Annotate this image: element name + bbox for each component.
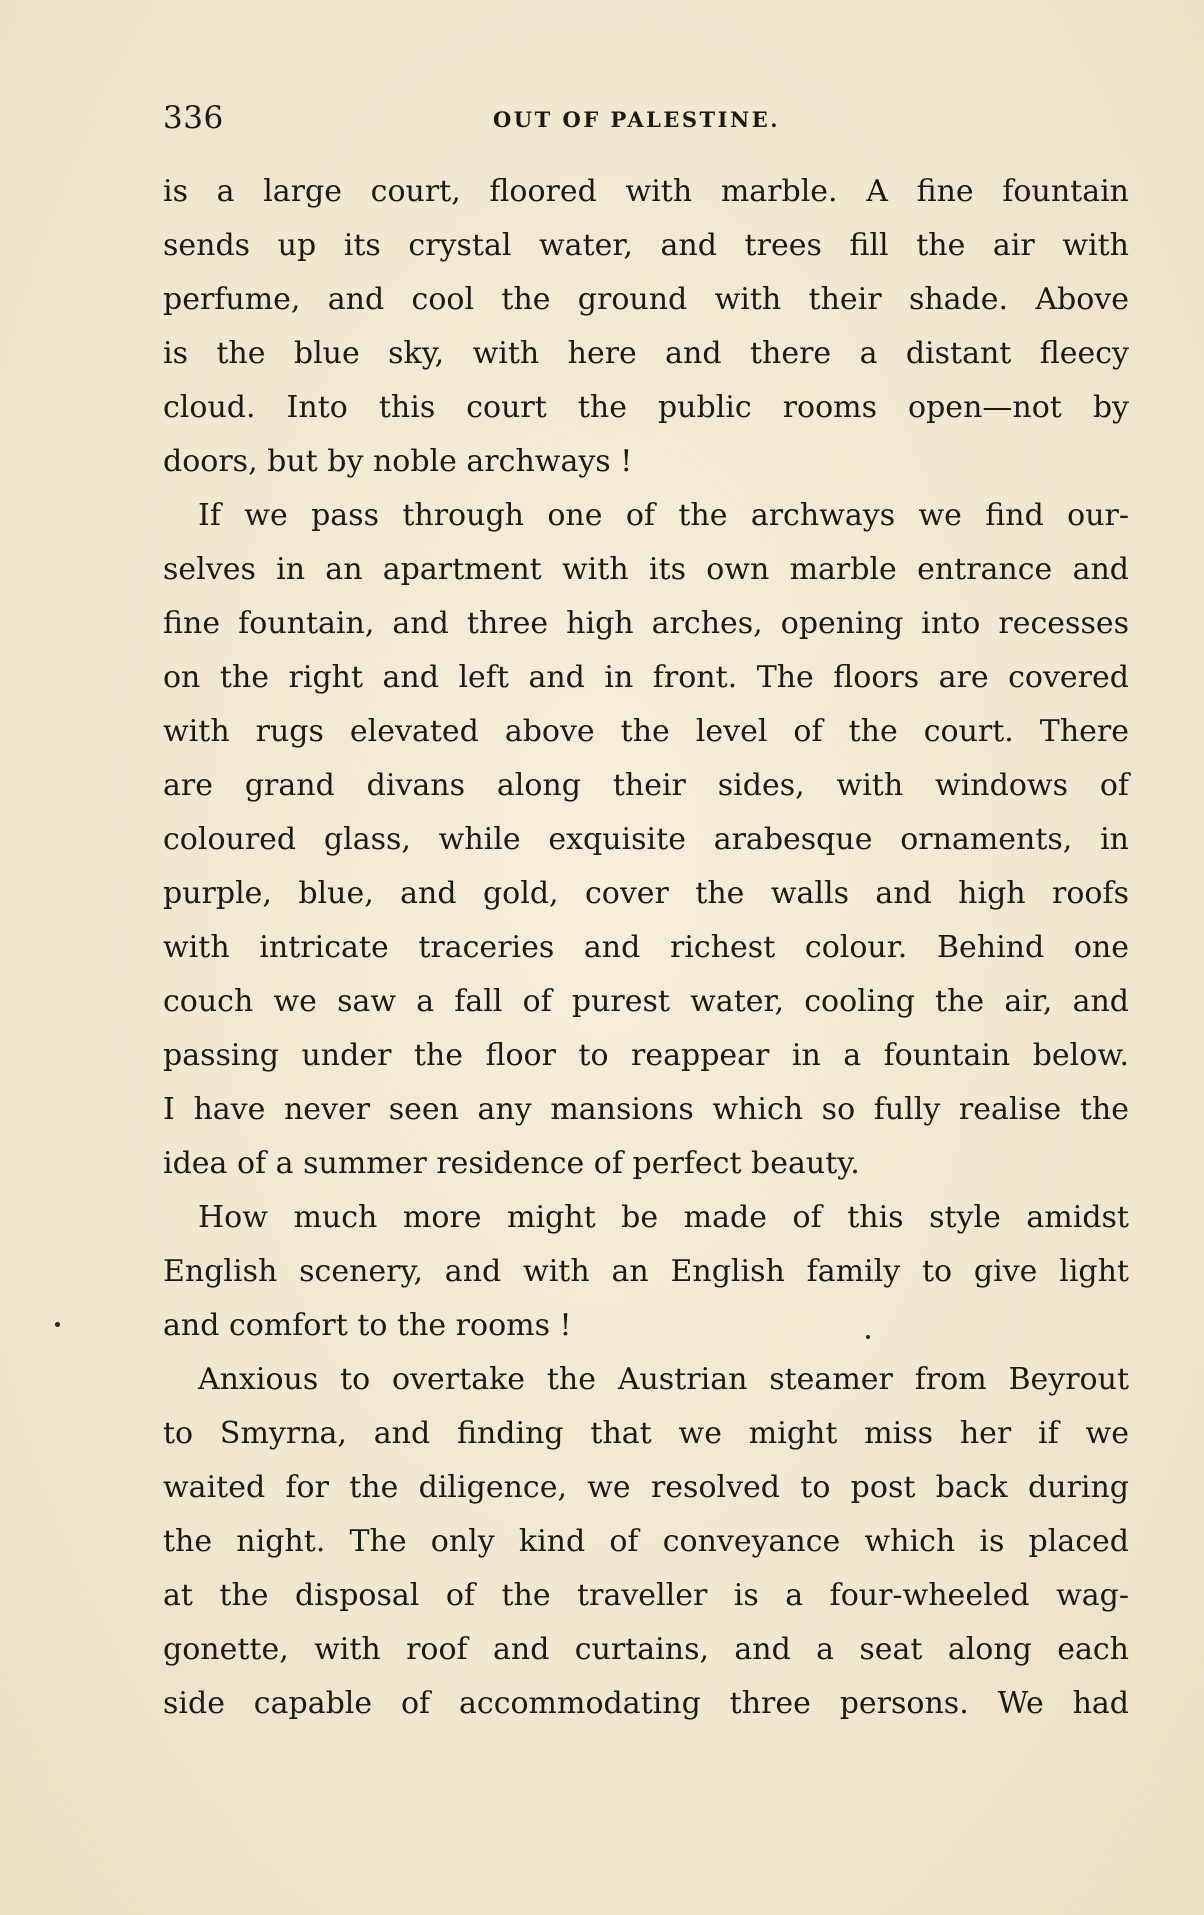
page-header — [163, 96, 1053, 140]
text-line: with intricate traceries and richest colour. Behind one — [163, 930, 1129, 965]
page-number: 336 — [163, 100, 224, 136]
text-line: fine fountain, and three high arches, opening into recesses — [163, 606, 1129, 641]
text-line: to Smyrna, and finding that we might miss her if we — [163, 1416, 1129, 1451]
text-line: English scenery, and with an English family to give light — [163, 1254, 1129, 1289]
text-line: are grand divans along their sides, with windows of — [163, 768, 1129, 803]
text-line: cloud. Into this court the public rooms open—not by — [163, 390, 1129, 425]
running-head: OUT OF PALESTINE. — [493, 107, 781, 132]
text-line: Anxious to overtake the Austrian steamer from Beyrout — [198, 1362, 1129, 1397]
text-line: I have never seen any mansions which so fully realise the — [163, 1092, 1129, 1127]
text-line: with rugs elevated above the level of the court. There — [163, 714, 1129, 749]
text-line: on the right and left and in front. The floors are covered — [163, 660, 1129, 695]
text-line: the night. The only kind of conveyance which is placed — [163, 1524, 1129, 1559]
text-line: sends up its crystal water, and trees fill the air with — [163, 228, 1129, 263]
text-line: at the disposal of the traveller is a four-wheeled wag- — [163, 1578, 1129, 1613]
text-line: purple, blue, and gold, cover the walls and high roofs — [163, 876, 1129, 911]
text-line: is a large court, floored with marble. A fine fountain — [163, 174, 1129, 209]
text-line: If we pass through one of the archways we find our- — [198, 498, 1129, 533]
text-line: idea of a summer residence of perfect beauty. — [163, 1146, 860, 1181]
text-line: gonette, with roof and curtains, and a seat along each — [163, 1632, 1129, 1667]
text-line: couch we saw a fall of purest water, cooling the air, and — [163, 984, 1129, 1019]
text-line: perfume, and cool the ground with their shade. Above — [163, 282, 1129, 317]
text-line: doors, but by noble archways ! — [163, 444, 633, 479]
text-line: selves in an apartment with its own marble entrance and — [163, 552, 1129, 587]
text-line: passing under the floor to reappear in a fountain below. — [163, 1038, 1129, 1073]
ink-speck — [55, 1322, 60, 1327]
text-line: How much more might be made of this style amidst — [198, 1200, 1129, 1235]
text-line: and comfort to the rooms ! — [163, 1308, 572, 1343]
text-line: side capable of accommodating three persons. We had — [163, 1686, 1129, 1721]
text-line: is the blue sky, with here and there a distant fleecy — [163, 336, 1129, 371]
ink-speck — [866, 1335, 870, 1339]
text-line: waited for the diligence, we resolved to post back during — [163, 1470, 1129, 1505]
text-line: coloured glass, while exquisite arabesque ornaments, in — [163, 822, 1129, 857]
